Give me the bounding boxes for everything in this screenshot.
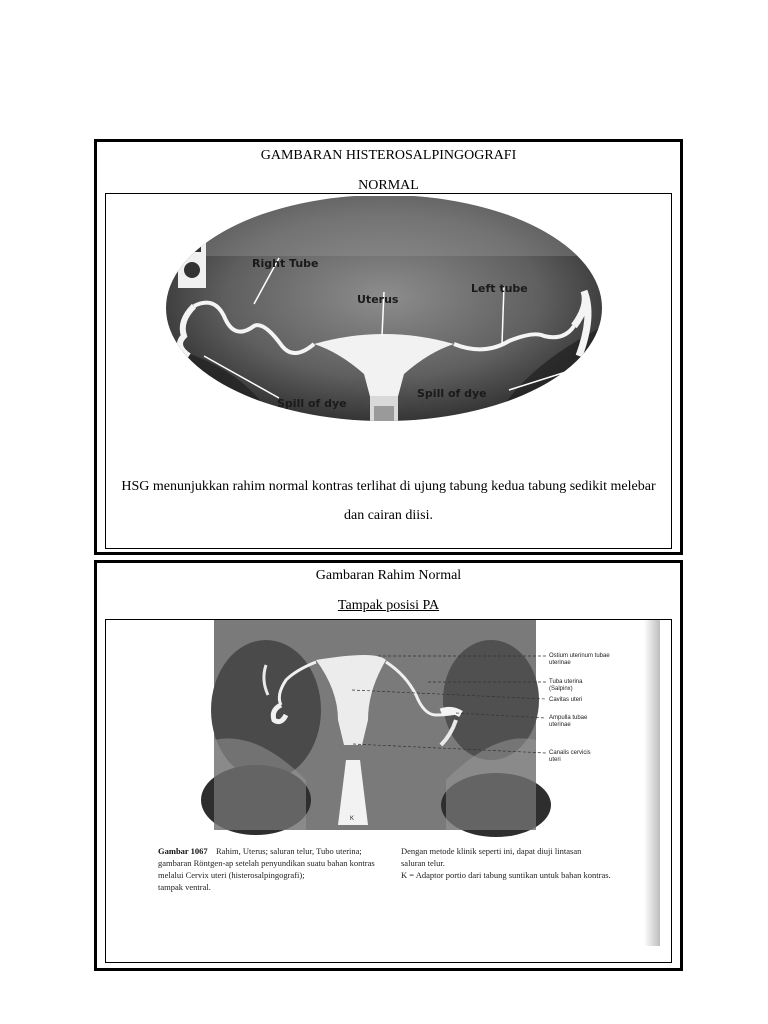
section2-frame [105, 619, 672, 963]
section1-frame [105, 193, 672, 549]
section2-title: Gambaran Rahim Normal [315, 568, 462, 583]
label-right-tube: Right Tube [252, 257, 319, 270]
label-spill-of-dye-left: Spill of dye [277, 397, 347, 410]
section-normal-uterus [94, 560, 683, 971]
label-left-tube: Left tube [471, 282, 528, 295]
section1-subtitle: NORMAL [358, 178, 419, 193]
section2-subtitle: Tampak posisi PA [337, 598, 440, 613]
section1-description: HSG menunjukkan rahim normal kontras terlihat di ujung tabung kedua tabung sedikit melebar dan cairan diisi. [121, 479, 656, 523]
label-cavitas-uteri: Cavitas uteri [549, 697, 583, 703]
caption-left-line2: gambaran Röntgen-ap setelah penyundikan suatu bahan kontras [158, 858, 375, 868]
label-ampulla-tubae: Ampulla tubae [549, 715, 588, 721]
caption-figure-number: Gambar 1067 [158, 846, 208, 856]
pelvis-xray-image [201, 620, 551, 837]
label-ampulla-tubae-2: uterinae [549, 722, 571, 728]
label-ostium-uterinum: Ostium uterinum tubae [549, 653, 610, 659]
page-edge-shadow [644, 620, 660, 946]
caption-left-line4: tampak ventral. [158, 882, 211, 892]
caption-right-line1: Dengan metode klinik seperti ini, dapat diuji lintasan [401, 846, 582, 856]
pelvis-xray-figure [106, 620, 666, 956]
caption-right-line2: saluran telur. [401, 858, 445, 868]
label-canalis-cervicis-2: uteri [549, 757, 561, 763]
section-normal-hsg [94, 139, 683, 555]
label-spill-of-dye-right: Spill of dye [417, 387, 487, 400]
label-canalis-cervicis: Canalis cervicis [549, 750, 591, 756]
caption-left-line3: melalui Cervix uteri (histerosalpingografi); [158, 870, 305, 880]
label-uterus: Uterus [357, 293, 399, 306]
label-salpinx: (Salpinx) [549, 686, 573, 692]
marker-k: K [350, 816, 355, 822]
caption-left-line1: Rahim, Uterus; saluran telur, Tubo uterina; [216, 846, 362, 856]
section1-title: GAMBARAN HISTEROSALPINGOGRAFI [260, 148, 517, 163]
hsg-xray-image [164, 196, 604, 421]
label-tuba-uterina: Tuba uterina [549, 679, 583, 685]
caption-right-line3: K = Adaptor portio dari tabung suntikan untuk bahan kontras. [401, 870, 611, 880]
label-ostium-uterinum-2: uterinae [549, 660, 571, 666]
